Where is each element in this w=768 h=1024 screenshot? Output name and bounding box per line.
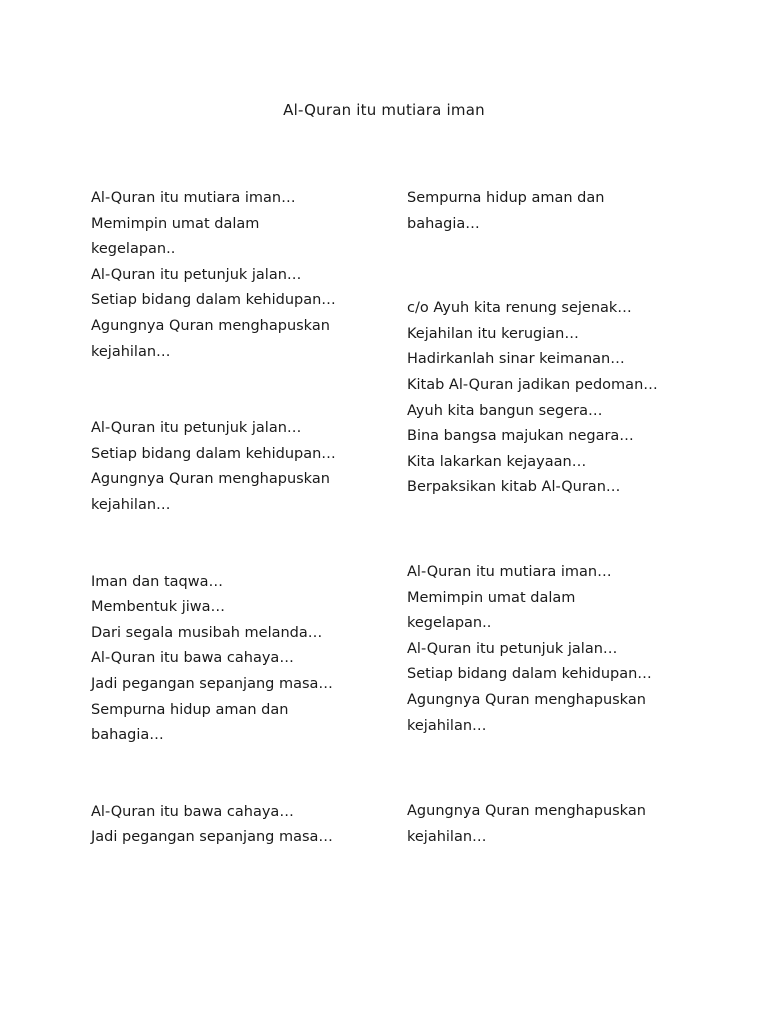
lyric-line: Agungnya Quran menghapuskan [91,471,330,488]
lyric-line: kejahilan… [407,828,487,845]
lyric-line: Agungnya Quran menghapuskan [407,803,646,820]
lyric-line: Memimpin umat dalam [407,589,576,606]
lyric-line: Setiap bidang dalam kehidupan… [407,666,652,683]
lyric-line: Bina bangsa majukan negara… [407,428,634,445]
stanza [407,560,707,739]
lyric-line: Ayuh kita bangun segera… [407,402,603,419]
lyric-line: kegelapan.. [91,241,176,258]
document-title: Al-Quran itu mutiara iman [283,101,485,119]
lyric-line: bahagia… [91,727,164,744]
stanza-chorus [407,296,707,501]
lyric-line: Al-Quran itu mutiara iman… [407,563,612,580]
lyric-line: Al-Quran itu mutiara iman… [91,190,296,206]
lyric-line: Agungnya Quran menghapuskan [407,691,646,708]
lyric-line: Hadirkanlah sinar keimanan… [407,351,625,368]
lyric-line: Al-Quran itu petunjuk jalan… [91,420,302,437]
lyric-line: Al-Quran itu bawa cahaya… [91,803,294,820]
stanza [407,799,707,850]
lyric-line: Al-Quran itu petunjuk jalan… [91,266,302,283]
lyric-line: Kejahilan itu kerugian… [407,325,579,342]
lyric-line: Kitab Al-Quran jadikan pedoman… [407,376,658,393]
lyric-line: Sempurna hidup aman dan [407,190,605,206]
stanza [91,186,391,365]
lyric-line: c/o Ayuh kita renung sejenak… [407,300,632,317]
lyric-line: Setiap bidang dalam kehidupan… [91,292,336,309]
lyric-line: Membentuk jiwa… [91,599,226,616]
lyric-line: Agungnya Quran menghapuskan [91,317,330,334]
lyric-line: Kita lakarkan kejayaan… [407,453,587,470]
lyric-line: Iman dan taqwa… [91,573,223,590]
lyric-line: Al-Quran itu petunjuk jalan… [407,640,618,657]
lyric-line: Berpaksikan kitab Al-Quran… [407,479,621,496]
lyric-line: bahagia… [407,215,480,232]
stanza [407,186,707,237]
lyric-line: Memimpin umat dalam [91,215,260,232]
lyric-line: Al-Quran itu bawa cahaya… [91,650,294,667]
lyric-line: Jadi pegangan sepanjang masa… [91,675,333,692]
stanza [91,800,391,851]
lyric-line: Jadi pegangan sepanjang masa… [91,829,333,846]
lyric-line: Dari segala musibah melanda… [91,624,323,641]
left-column [91,186,391,851]
lyric-line: Sempurna hidup aman dan [91,701,289,718]
lyric-line: kejahilan… [407,717,487,734]
lyric-line: kejahilan… [91,343,171,360]
stanza [91,416,391,518]
lyric-line: kegelapan.. [407,615,492,632]
right-column [407,186,707,850]
stanza [91,570,391,749]
lyric-line: kejahilan… [91,496,171,513]
lyric-line: Setiap bidang dalam kehidupan… [91,445,336,462]
